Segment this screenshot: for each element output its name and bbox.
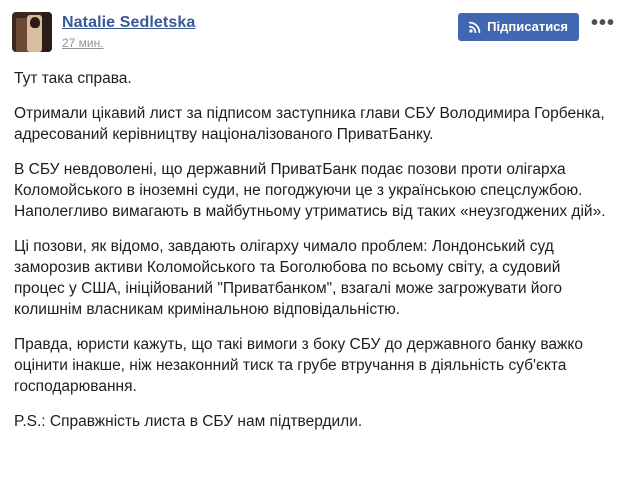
post-paragraph: В СБУ невдоволені, що державний ПриватБанк подає позови проти олігарха Коломойського в іноземні суди, не погоджуючи це з українською спецслужбою. Наполегливо вимагають в майбутньому утриматись від таких «неузгоджених дій».: [14, 161, 606, 220]
post-header-text: [62, 12, 458, 50]
follow-button[interactable]: [458, 13, 579, 41]
post-paragraph: Тут така справа.: [14, 70, 132, 87]
post-paragraph: P.S.: Справжність листа в СБУ нам підтвердили.: [14, 413, 363, 430]
post-timestamp[interactable]: 27 мин.: [62, 36, 104, 50]
avatar-shape-right: [42, 12, 52, 52]
post-paragraph: Ці позови, як відомо, завдають олігарху чимало проблем: Лондонський суд заморозив активи Коломойського та Боголюбова по всьому світу, а судовий процес у США, ініційований "Приватбанком", взагалі може загрожувати його колишнім власникам кримінальною відповідальністю.: [14, 238, 563, 318]
avatar-shape-head: [30, 17, 40, 28]
rss-icon: [469, 21, 481, 33]
post-message-body: [0, 64, 627, 432]
post-header: [0, 0, 627, 64]
ellipsis-icon: •••: [591, 12, 616, 34]
post-options-button[interactable]: [591, 13, 615, 39]
post-header-actions: [458, 12, 615, 41]
post-meta: [62, 36, 458, 50]
avatar[interactable]: [12, 12, 52, 52]
author-name-link[interactable]: Natalie Sedletska: [62, 14, 196, 31]
post-paragraph: Правда, юристи кажуть, що такі вимоги з боку СБУ до державного банку важко оцінити інакше, ніж незаконний тиск та грубе втручання в діяльність суб'єкта господарювання.: [14, 336, 583, 395]
post-paragraph: Отримали цікавий лист за підписом заступника глави СБУ Володимира Горбенка, адресований керівництву націоналізованого ПриватБанку.: [14, 105, 605, 143]
follow-button-label: Підписатися: [487, 19, 568, 34]
